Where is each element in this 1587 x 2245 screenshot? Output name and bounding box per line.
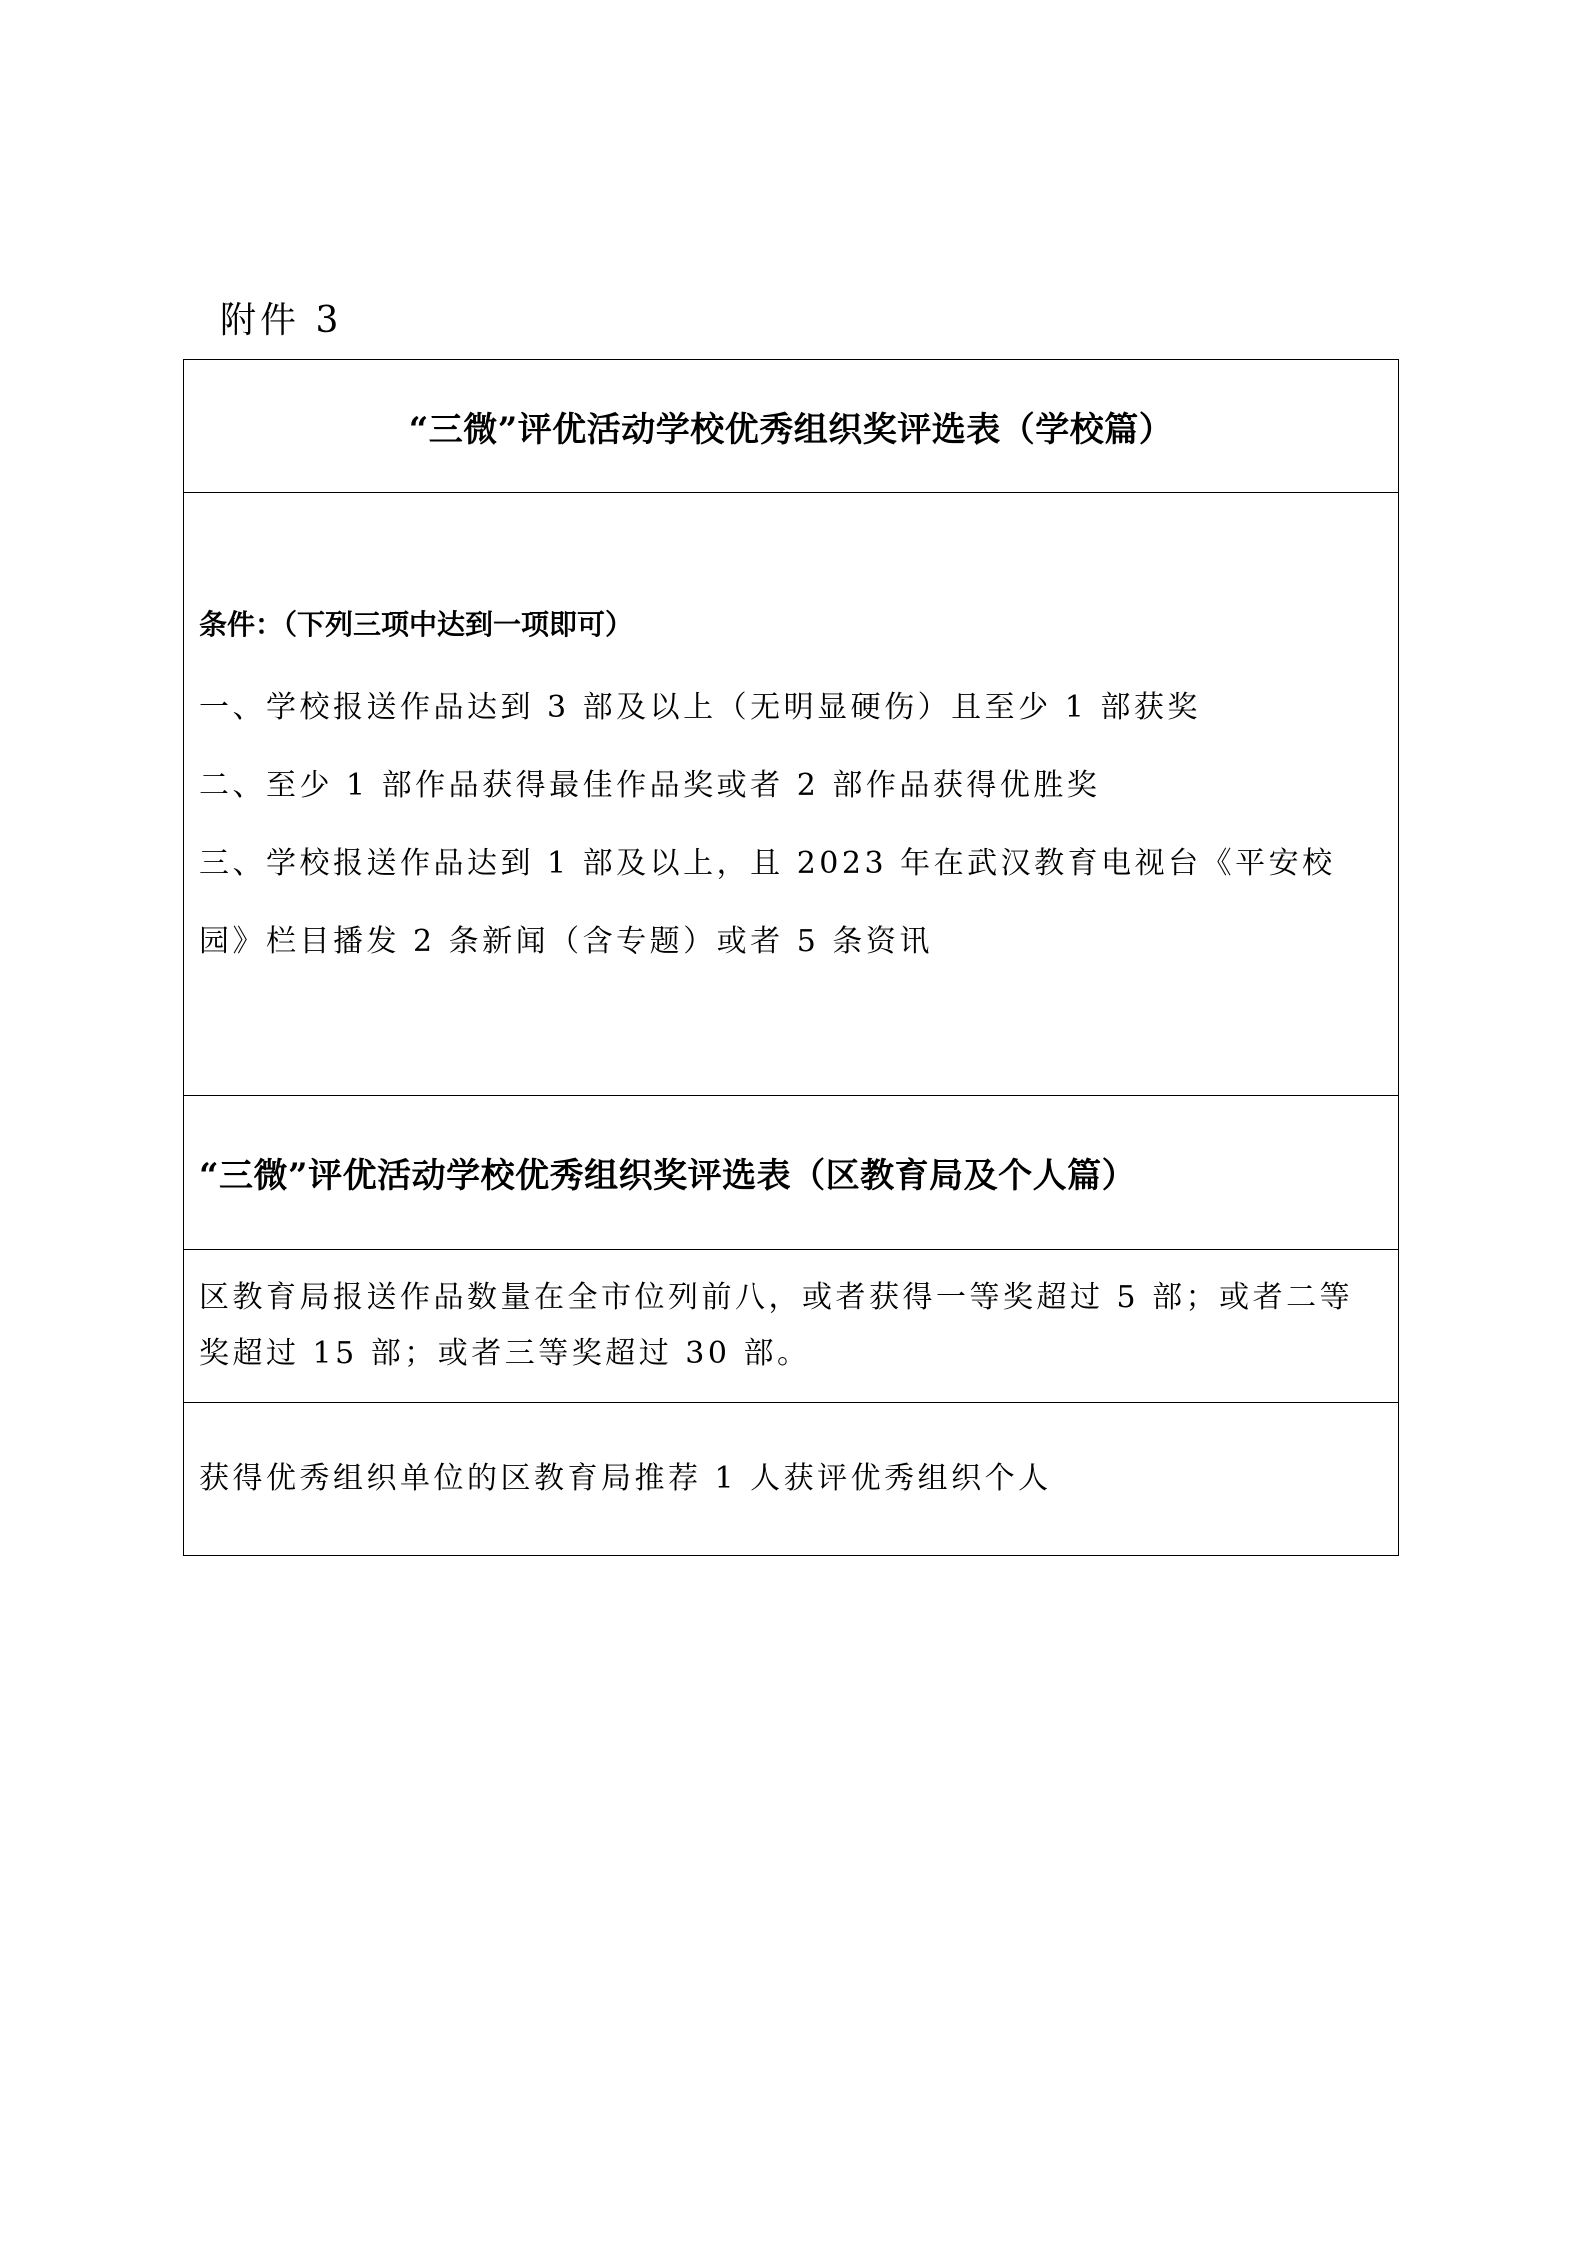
district-criteria-row — [184, 1250, 1399, 1403]
school-conditions-cell — [184, 493, 1399, 1096]
district-title-row — [184, 1096, 1399, 1250]
district-criteria: 区教育局报送作品数量在全市位列前八，或者获得一等奖超过 5 部；或者二等奖超过 15 部；或者三等奖超过 30 部。 — [184, 1250, 1399, 1403]
condition-item-1: 一、学校报送作品达到 3 部及以上（无明显硬伤）且至少 1 部获奖 — [199, 690, 1201, 725]
individual-criteria-row — [184, 1403, 1399, 1556]
attachment-label: 附件 3 — [220, 300, 343, 341]
award-selection-table — [183, 359, 1399, 1556]
school-conditions-row — [184, 493, 1399, 1096]
condition-item-3: 三、学校报送作品达到 1 部及以上，且 2023 年在武汉教育电视台《平安校园》栏目播发 2 条新闻（含专题）或者 5 条资讯 — [199, 846, 1336, 959]
conditions-heading: 条件：（下列三项中达到一项即可） — [199, 608, 634, 641]
condition-item-2: 二、至少 1 部作品获得最佳作品奖或者 2 部作品获得优胜奖 — [199, 768, 1101, 803]
district-section-title: “三微”评优活动学校优秀组织奖评选表（区教育局及个人篇） — [184, 1096, 1399, 1250]
school-section-title: “三微”评优活动学校优秀组织奖评选表（学校篇） — [184, 360, 1399, 493]
school-title-row — [184, 360, 1399, 493]
individual-criteria: 获得优秀组织单位的区教育局推荐 1 人获评优秀组织个人 — [184, 1403, 1399, 1556]
